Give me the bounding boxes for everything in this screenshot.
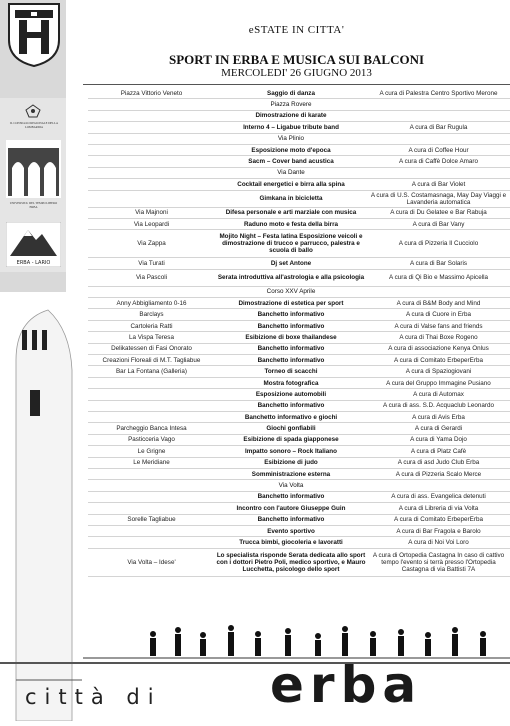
schedule-row <box>88 446 510 457</box>
organizer-cell: A cura di Avis Erba <box>412 413 465 421</box>
event-cell: Incontro con l'autore Giuseppe Guin <box>236 504 346 512</box>
event-cell: Banchetto informativo <box>257 516 325 524</box>
venue-cell: Via Zappa <box>137 240 166 248</box>
schedule-row <box>88 469 510 480</box>
street-heading-row <box>88 99 510 110</box>
event-cell: Evento sportivo <box>267 527 315 535</box>
schedule-row <box>88 156 510 167</box>
university-arches-logo <box>6 140 61 198</box>
schedule-row <box>88 526 510 537</box>
organizer-cell: A cura di ass. Evangelica detenuti <box>391 493 486 501</box>
organizer-cell: A cura di Platz Cafè <box>410 447 467 455</box>
organizer-cell: A cura di Gerardi <box>414 425 463 433</box>
event-cell: Impatto sonoro – Rock Italiano <box>244 447 337 455</box>
organizer-cell: A cura di B&M Body and Mind <box>396 299 481 307</box>
event-cell: Esposizione automobili <box>255 390 327 398</box>
schedule-row <box>88 515 510 526</box>
organizer-cell: A cura di Ortopedia Castagna In caso di cattivo tempo l'evento si terrà presso l'Ortopedia Castagna di via Battisti 7A <box>372 551 505 573</box>
event-cell: Torneo di scacchi <box>264 368 318 376</box>
event-cell: Esibizione di boxe thailandese <box>245 333 337 341</box>
footer-citta-di: città di <box>25 685 162 709</box>
schedule-row <box>88 458 510 469</box>
event-cell: Saggio di danza <box>267 89 315 97</box>
performers-silhouette <box>83 620 510 660</box>
street-heading-row <box>88 168 510 179</box>
schedule-row <box>88 412 510 423</box>
event-cell: Somministrazione esterna <box>251 470 331 478</box>
schedule-row <box>88 208 510 219</box>
venue-cell: Delikatessen di Fasi Onorato <box>111 345 192 353</box>
venue-cell: Via Volta – Idese' <box>127 558 176 566</box>
event-cell: Banchetto informativo <box>257 345 325 353</box>
schedule-row <box>88 145 510 156</box>
event-cell: Gimkana in bicicletta <box>259 195 323 203</box>
organizer-cell: A cura del Gruppo Immagine Pusiano <box>386 379 491 387</box>
event-cell: Esibizione di judo <box>264 459 318 467</box>
schedule-row <box>88 111 510 122</box>
event-cell: Raduno moto e festa della birra <box>243 220 339 228</box>
organizer-cell: A cura di Noi Voi Loro <box>408 538 469 546</box>
street-name-cell: Piazza Rovere <box>270 101 312 109</box>
schedule-row <box>88 230 510 258</box>
schedule-row <box>88 549 510 577</box>
mountain-logo <box>6 222 61 267</box>
schedule-row <box>88 355 510 366</box>
street-heading-row <box>88 287 510 298</box>
event-cell: Interno 4 – Ligabue tribute band <box>243 123 339 131</box>
event-cell: Serata introduttiva all'astrologia e alla psicologia <box>217 274 365 282</box>
schedule-row <box>88 537 510 548</box>
region-crest-icon <box>25 104 41 118</box>
organizer-cell: A cura di Comitato ErbeperErba <box>394 516 483 524</box>
organizer-cell: A cura di Coffee Hour <box>408 146 469 154</box>
venue-cell: Cartoleria Ratti <box>130 322 173 330</box>
tower-illustration <box>0 300 82 721</box>
venue-cell: Le Grigne <box>137 447 166 455</box>
schedule-row <box>88 122 510 133</box>
event-cell: Lo specialista risponde Serata dedicata allo sport con i dottori Pietro Poli, medico sportivo, e Mauro Lucchetta, psicologo dello sport <box>216 551 366 573</box>
street-name-cell: Via Dante <box>277 169 305 177</box>
event-cell: Dj set Antone <box>270 259 312 267</box>
organizer-cell: A cura di Bar Violet <box>411 180 466 188</box>
event-cell: Mojito Night – Festa latina Esposizione veicoli e dimostrazione di trucco e parrucco, palestra e scuola di ballo <box>219 233 363 255</box>
schedule-row <box>88 309 510 320</box>
venue-cell: Via Pascoli <box>135 274 168 282</box>
event-series-label: eSTATE IN CITTA' <box>248 24 345 36</box>
organizer-cell: A cura di U.S. Costamasnaga, May Day Viaggi e Lavanderia automatica <box>370 191 507 206</box>
mountain-logo-label: ERBA - LARIO <box>16 260 51 266</box>
venue-cell: La Vispa Teresa <box>129 333 174 341</box>
street-name-cell: Via Plinio <box>277 135 305 143</box>
organizer-cell: A cura di Qi Bio e Massimo Apicella <box>388 274 489 282</box>
schedule-row <box>88 366 510 377</box>
event-cell: Sacm – Cover band acustica <box>248 158 334 166</box>
schedule-row <box>88 389 510 400</box>
street-name-cell: Corso XXV Aprile <box>266 288 316 296</box>
venue-cell: Pasticceria Vago <box>128 436 175 444</box>
organizer-cell: A cura di Valse fans and friends <box>394 322 483 330</box>
organizer-cell: A cura di Yama Dojo <box>410 436 467 444</box>
page-title: SPORT IN ERBA E MUSICA SUI BALCONI <box>168 52 425 67</box>
schedule-row <box>88 378 510 389</box>
schedule-row <box>88 270 510 287</box>
organizer-cell: A cura di Thai Boxe Rogeno <box>399 333 478 341</box>
organizer-cell: A cura di Pizzeria Scalo Merce <box>395 470 482 478</box>
venue-cell: Creazioni Floreali di M.T. Tagliabue <box>102 356 201 364</box>
venue-cell: Anny Abbigliamento 0-16 <box>116 299 187 307</box>
venue-cell: Via Leopardi <box>133 220 170 228</box>
venue-cell: Parcheggio Banca Intesa <box>116 425 187 433</box>
schedule-row <box>88 219 510 230</box>
header-divider <box>83 84 510 85</box>
organizer-cell: A cura di Palestra Centro Sportivo Merone <box>379 89 498 97</box>
event-cell: Dimostrazione di estetica per sport <box>238 299 344 307</box>
schedule-row <box>88 492 510 503</box>
organizer-cell: A cura di Caffè Dolce Amaro <box>399 158 478 166</box>
event-cell: Trucca bimbi, giocoleria e lavoratti <box>239 538 343 546</box>
venue-cell: Via Majnoni <box>135 209 168 217</box>
schedule-row <box>88 298 510 309</box>
venue-cell: Sorelle Tagliabue <box>127 516 176 524</box>
venue-cell: Piazza Vittorio Veneto <box>120 89 183 97</box>
event-cell: Banchetto informativo <box>257 356 325 364</box>
street-heading-row <box>88 134 510 145</box>
organizer-cell: A cura di Cuore in Erba <box>405 311 472 319</box>
event-date: MERCOLEDI' 26 GIUGNO 2013 <box>221 67 372 79</box>
organizer-cell: A cura di Bar Fragola e Barolo <box>396 527 481 535</box>
organizer-cell: A cura di Du Gelatee e Bar Rabuja <box>390 209 487 217</box>
venue-cell: Le Meridiane <box>133 459 170 467</box>
event-cell: Esposizione moto d'epoca <box>251 146 331 154</box>
organizer-cell: A cura di Pizzeria Il Cucciolo <box>398 240 479 248</box>
schedule-row <box>88 332 510 343</box>
schedule-row <box>88 179 510 190</box>
organizer-cell: A cura di ass. S.D. Acquaclub Leonardo <box>383 402 494 410</box>
event-cell: Dimostrazione di karate <box>255 112 327 120</box>
region-council-label: IL CONSIGLIO REGIONALE DELLA LOMBARDIA <box>9 121 59 129</box>
venue-cell: Bar La Fontana (Galleria) <box>115 368 188 376</box>
event-cell: Mostra fotografica <box>263 379 319 387</box>
event-cell: Giochi gonfiabili <box>266 425 316 433</box>
event-cell: Banchetto informativo <box>257 311 325 319</box>
organizer-cell: A cura di Automax <box>413 390 464 398</box>
event-cell: Banchetto informativo <box>257 322 325 330</box>
organizer-cell: A cura di associazione Kenya Onlus <box>388 345 489 353</box>
schedule-row <box>88 321 510 332</box>
event-cell: Banchetto informativo <box>257 402 325 410</box>
footer-divider <box>0 662 510 664</box>
schedule-row <box>88 435 510 446</box>
schedule-table <box>88 88 510 577</box>
organizer-cell: A cura di Bar Vany <box>412 220 465 228</box>
schedule-row <box>88 191 510 208</box>
venue-cell: Barclays <box>139 311 164 319</box>
university-label: UNIVERSITA' DEL TEMPO LIBERO ERBA <box>9 201 58 209</box>
organizer-cell: A cura di Bar Solaris <box>409 259 468 267</box>
sidebar <box>0 0 83 721</box>
event-cell: Difesa personale e arti marziale con musica <box>225 209 357 217</box>
street-name-cell: Via Volta <box>278 482 304 490</box>
event-cell: Banchetto informativo <box>257 493 325 501</box>
schedule-row <box>88 344 510 355</box>
event-cell: Cocktail energetici e birra alla spina <box>237 180 345 188</box>
organizer-cell: A cura di Comitato ErbeperErba <box>394 356 483 364</box>
schedule-row <box>88 88 510 99</box>
sidebar-mid-band <box>0 272 66 292</box>
footer-erba-wordmark: erba <box>270 656 423 714</box>
event-cell: Banchetto informativo e giochi <box>244 413 338 421</box>
venue-cell: Via Turati <box>138 259 165 267</box>
organizer-cell: A cura di Libreria di via Volta <box>398 504 479 512</box>
organizer-cell: A cura di asd Judo Club Erba <box>397 459 480 467</box>
event-cell: Esibizione di spada giapponese <box>243 436 339 444</box>
town-crest-logo <box>5 0 63 68</box>
organizer-cell: A cura di Spaziogiovani <box>405 368 472 376</box>
organizer-cell: A cura di Bar Rugula <box>409 123 468 131</box>
street-heading-row <box>88 480 510 491</box>
schedule-row <box>88 423 510 434</box>
schedule-row <box>88 401 510 412</box>
schedule-row <box>88 503 510 514</box>
schedule-row <box>88 258 510 269</box>
